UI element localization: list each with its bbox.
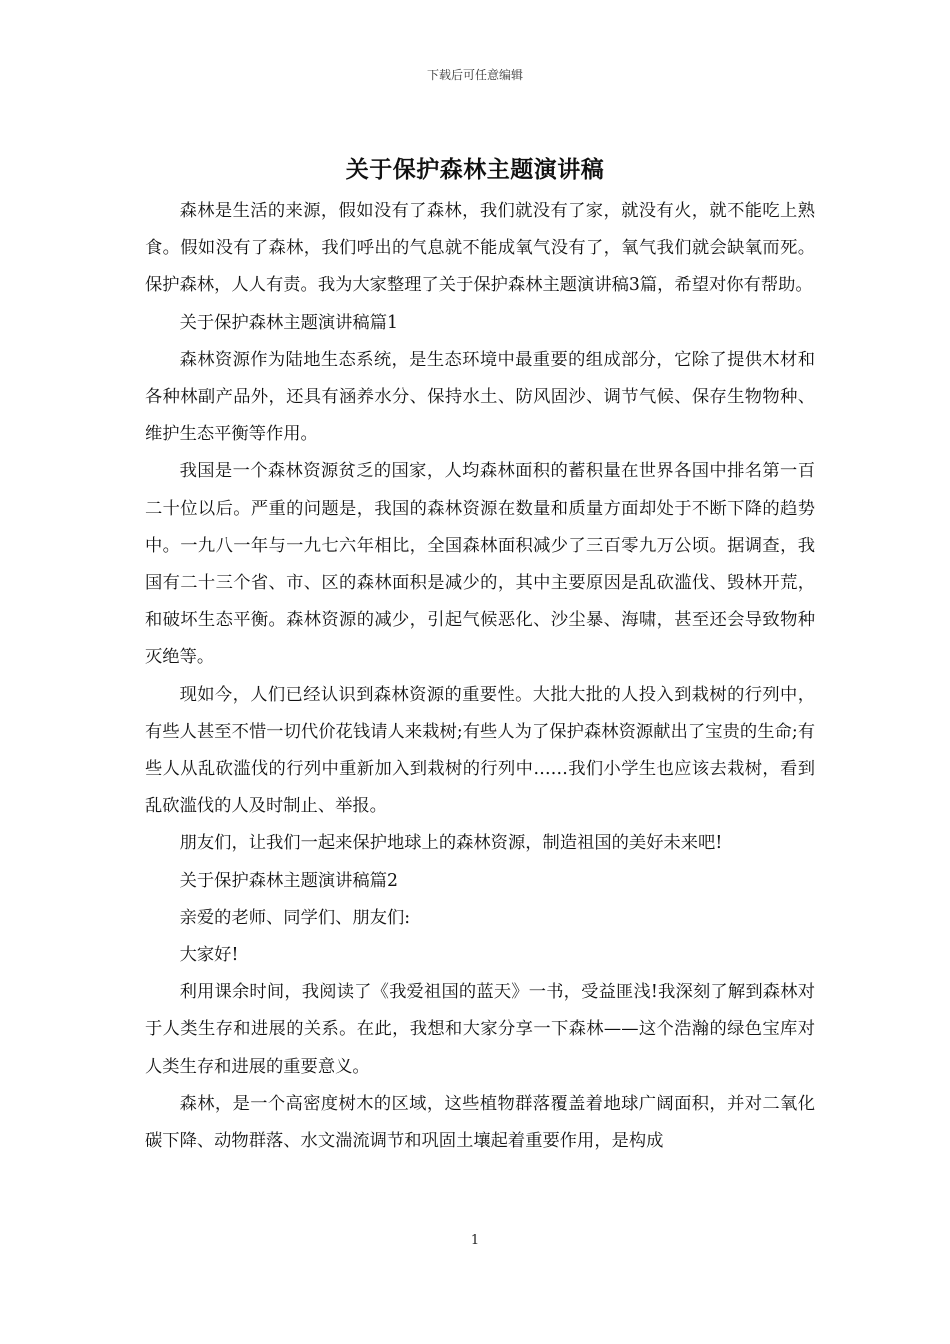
paragraph: 我国是一个森林资源贫乏的国家，人均森林面积的蓄积量在世界各国中排名第一百二十位以后。严重的问题是，我国的森林资源在数量和质量方面却处于不断下降的趋势中。一九八一年与一九七六年相比，全国森林面积减少了三百零九万公顷。据调查，我国有二十三个省、市、区的森林面积是减少的，其中主要原因是乱砍滥伐、毁林开荒，和破坏生态平衡。森林资源的减少，引起气候恶化、沙尘暴、海啸，甚至还会导致物种灭绝等。 [145, 461, 815, 668]
salutation: 亲爱的老师、同学们、朋友们: [179, 907, 411, 928]
document-title: 关于保护森林主题演讲稿 [345, 156, 605, 183]
section-heading-1: 关于保护森林主题演讲稿篇1 [179, 312, 398, 333]
greeting: 大家好! [179, 945, 239, 966]
paragraph-intro: 森林是生活的来源，假如没有了森林，我们就没有了家，就没有火，就不能吃上熟食。假如没有了森林，我们呼出的气息就不能成氧气没有了，氧气我们就会缺氧而死。保护森林，人人有责。我为大家整理了关于保护森林主题演讲稿3篇，希望对你有帮助。 [145, 201, 815, 296]
document-body [145, 193, 815, 1160]
section-heading-2: 关于保护森林主题演讲稿篇2 [179, 870, 398, 891]
paragraph: 朋友们，让我们一起来保护地球上的森林资源，制造祖国的美好未来吧! [179, 833, 723, 854]
paragraph: 森林，是一个高密度树木的区域，这些植物群落覆盖着地球广阔面积，并对二氧化碳下降、动物群落、水文湍流调节和巩固土壤起着重要作用，是构成 [145, 1093, 815, 1152]
page-number: 1 [470, 1233, 480, 1248]
paragraph: 利用课余时间，我阅读了《我爱祖国的蓝天》一书，受益匪浅!我深刻了解到森林对于人类生存和进展的关系。在此，我想和大家分享一下森林——这个浩瀚的绿色宝库对人类生存和进展的重要意义。 [145, 982, 815, 1077]
page-header-note: 下载后可任意编辑 [426, 68, 523, 82]
paragraph: 森林资源作为陆地生态系统，是生态环境中最重要的组成部分，它除了提供木材和各种林副产品外，还具有涵养水分、保持水土、防风固沙、调节气候、保存生物物种、维护生态平衡等作用。 [145, 349, 815, 445]
paragraph: 现如今，人们已经认识到森林资源的重要性。大批大批的人投入到栽树的行列中，有些人甚至不惜一切代价花钱请人来栽树;有些人为了保护森林资源献出了宝贵的生命;有些人从乱砍滥伐的行列中重新加入到栽树的行列中……我们小学生也应该去栽树，看到乱砍滥伐的人及时制止、举报。 [145, 684, 815, 817]
